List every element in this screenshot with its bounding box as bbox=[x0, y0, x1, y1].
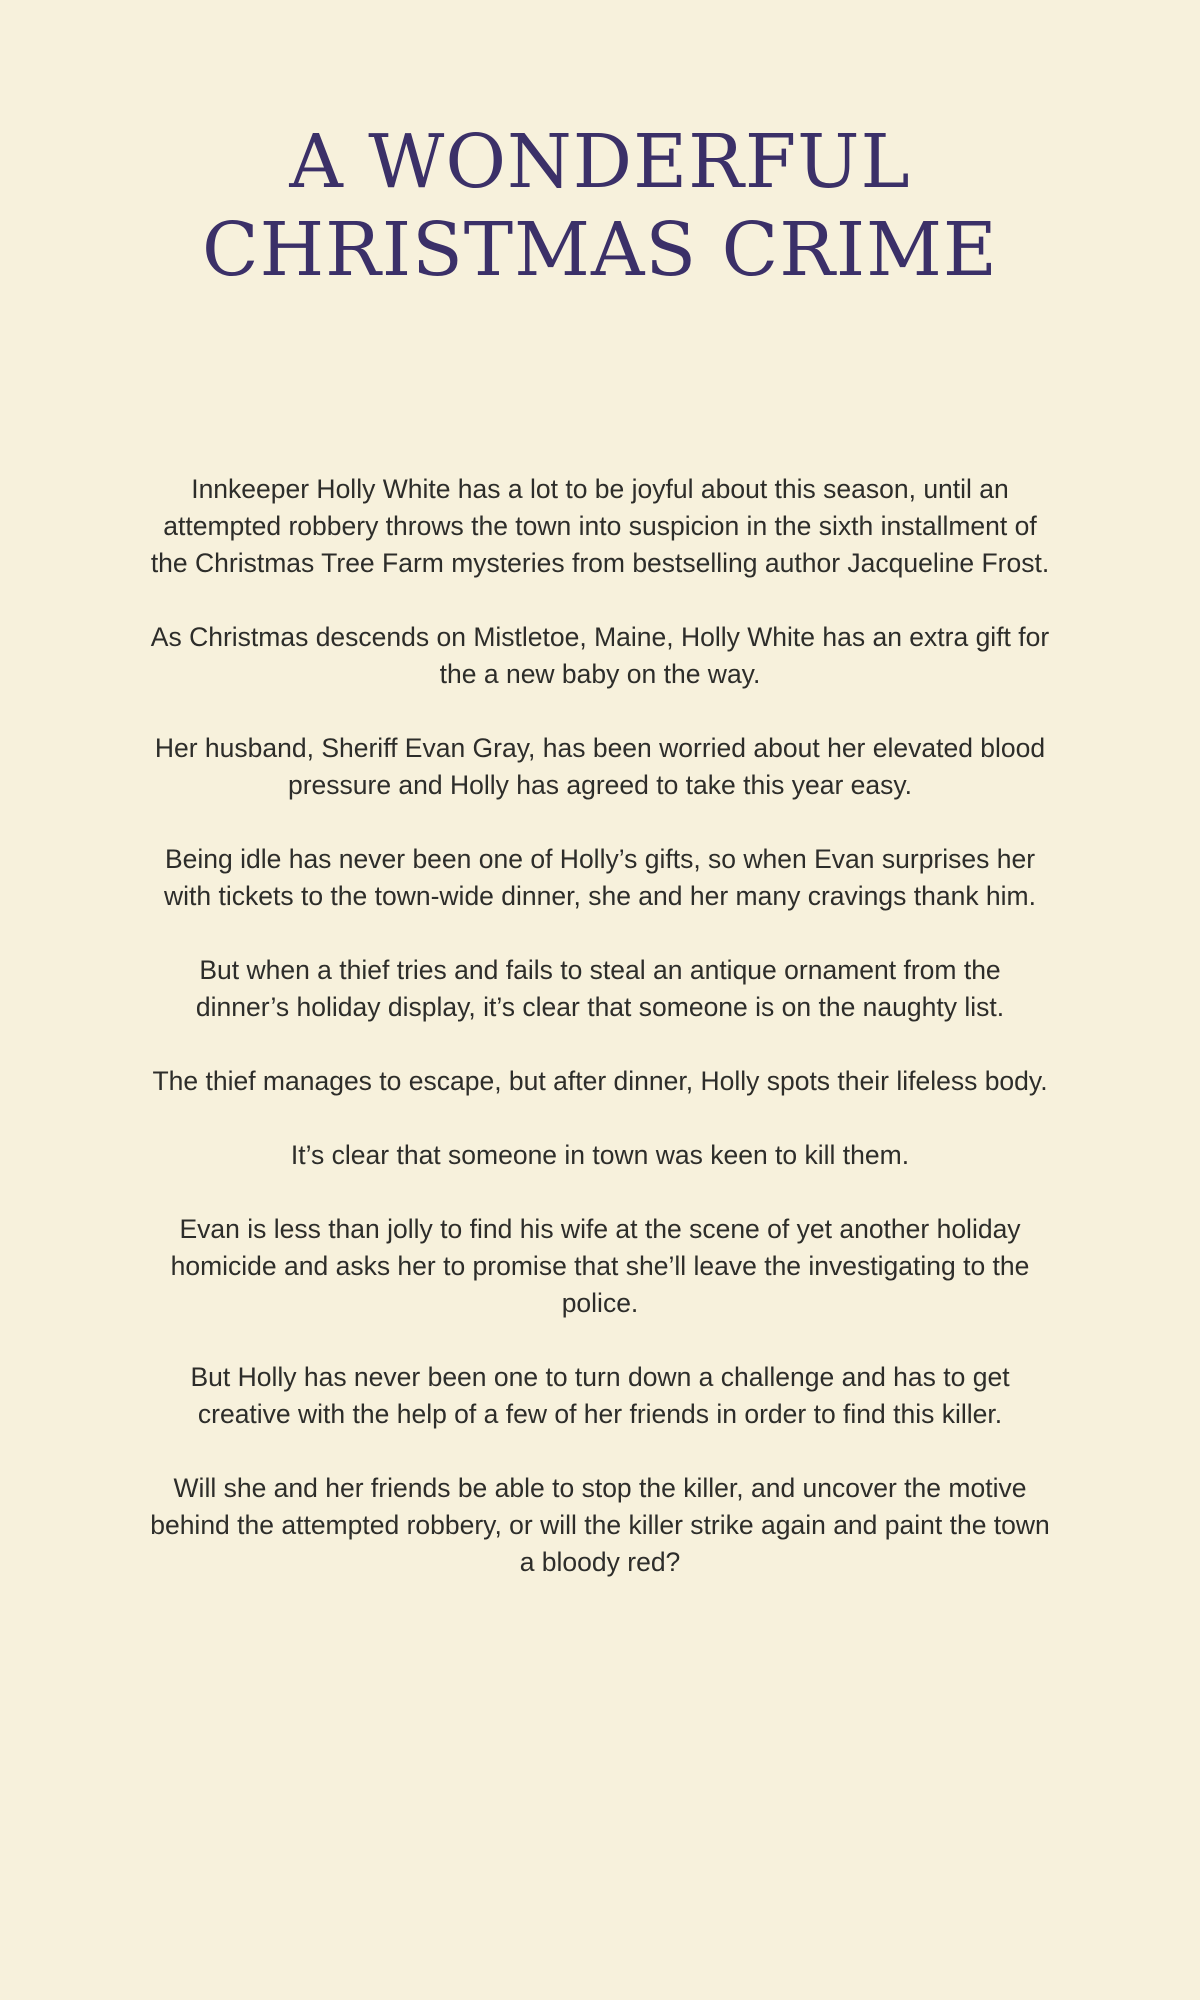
blurb-paragraph: Innkeeper Holly White has a lot to be joyful about this season, until an attempted robbery throws the town into suspicion in the sixth installment of the Christmas Tree Farm mysteries from bestselling author Jacqueline Frost. bbox=[150, 474, 1050, 578]
blurb-paragraph: Being idle has never been one of Holly’s gifts, so when Evan surprises her with tickets to the town-wide dinner, she and her many cravings thank him. bbox=[164, 844, 1036, 911]
blurb-paragraph: Will she and her friends be able to stop the killer, and uncover the motive behind the attempted robbery, or will the killer strike again and paint the town a bloody red? bbox=[150, 1473, 1050, 1577]
blurb-paragraph: Evan is less than jolly to find his wife at the scene of yet another holiday homicide and asks her to promise that she’ll leave the investigating to the police. bbox=[170, 1214, 1030, 1318]
blurb-paragraph: Her husband, Sheriff Evan Gray, has been worried about her elevated blood pressure and Holly has agreed to take this year easy. bbox=[154, 733, 1046, 800]
blurb-paragraph: But Holly has never been one to turn down a challenge and has to get creative with the help of a few of her friends in order to find this killer. bbox=[190, 1362, 1010, 1429]
blurb-paragraph: It’s clear that someone in town was keen to kill them. bbox=[290, 1140, 910, 1170]
book-blurb bbox=[150, 471, 1050, 1618]
blurb-paragraph: But when a thief tries and fails to steal an antique ornament from the dinner’s holiday display, it’s clear that someone is on the naughty list. bbox=[195, 955, 1005, 1022]
book-title: A WONDERFUL CHRISTMAS CRIME bbox=[202, 119, 998, 293]
blurb-paragraph: The thief manages to escape, but after dinner, Holly spots their lifeless body. bbox=[152, 1066, 1048, 1096]
blurb-paragraph: As Christmas descends on Mistletoe, Maine, Holly White has an extra gift for the a new baby on the way. bbox=[150, 622, 1050, 689]
